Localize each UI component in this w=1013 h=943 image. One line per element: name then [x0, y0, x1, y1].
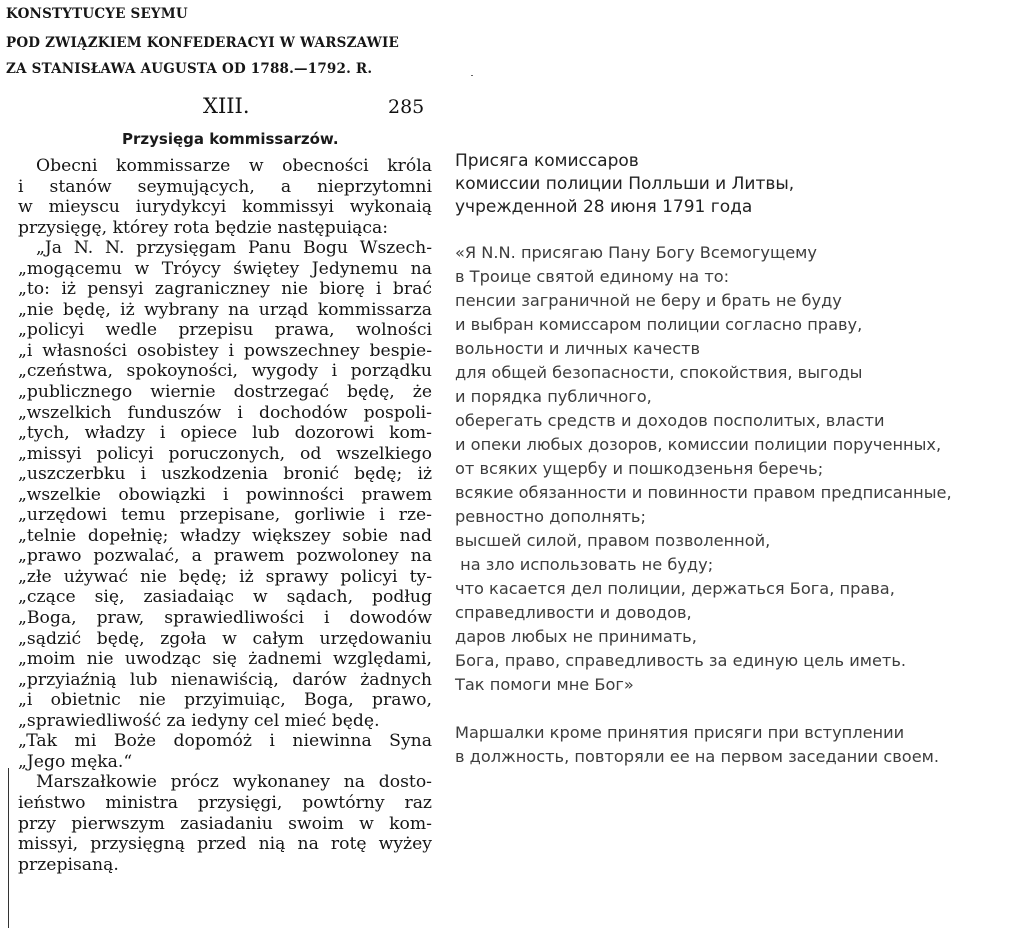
section-number: XIII.	[203, 94, 250, 118]
oath-line: ревностно дополнять;	[455, 507, 646, 526]
translation-panel	[455, 150, 1007, 769]
body-line: „prawo pozwalać, a prawem pozwoloney na	[18, 546, 432, 567]
oath-line: в Троице святой единому на то:	[455, 267, 730, 286]
body-line: „missyi policyi poruczonych, od wszelkiego	[18, 443, 432, 464]
oath-line: вольности и личных качеств	[455, 339, 701, 358]
oath-line: справедливости и доводов,	[455, 603, 692, 622]
body-line: „urzędowi temu przepisane, gorliwie i rze-	[18, 505, 432, 526]
scanned-page	[0, 0, 440, 943]
translation-note	[455, 721, 1007, 769]
translation-title-line: комиссии полиции Полльши и Литвы,	[455, 174, 795, 194]
scan-speck	[471, 75, 473, 76]
oath-line: и порядка публичного,	[455, 387, 652, 406]
body-line: missyi, przysięgną przed nią na rotę wyżey	[18, 834, 432, 855]
oath-line: Так помоги мне Бог»	[455, 675, 634, 694]
translation-title	[455, 150, 1007, 219]
oath-line: Бога, право, справедливость за единую цель иметь.	[455, 651, 907, 670]
body-line: „to: iż pensyi zagraniczney nie biorę i brać	[18, 279, 432, 300]
body-line: „telnie dopełnię; władzy większey sobie nad	[18, 525, 432, 546]
oath-line: на зло использовать не буду;	[455, 555, 714, 574]
body-line: „czące się, zasiadaiąc w sądach, podług	[18, 587, 432, 608]
body-line: „policyi wedle przepisu prawa, wolności	[18, 320, 432, 341]
document-title: Przysięga kommissarzów.	[122, 130, 339, 148]
body-line: „Tak mi Boże dopomóż i niewinna Syna	[18, 731, 432, 752]
oath-line: что касается дел полиции, держаться Бога, права,	[455, 579, 895, 598]
translation-title-line: Присяга комиссаров	[455, 151, 639, 171]
page-number: 285	[388, 96, 425, 118]
body-line: „wszelkich funduszów i dochodów pospoli-	[18, 402, 432, 423]
body-line: przy pierwszym zasiadaniu swoim w kom-	[18, 813, 432, 834]
body-line: przepisaną.	[18, 854, 119, 875]
margin-rule	[8, 768, 9, 928]
body-line: ieństwo ministra przysięgi, powtórny raz	[18, 792, 432, 813]
oath-line: и опеки любых дозоров, комиссии полиции порученных,	[455, 435, 942, 454]
body-line: w mieyscu iurydykcyi kommissyi wykonaią	[18, 197, 432, 218]
oath-line: от всяких ущербу и пошкодзеньня беречь;	[455, 459, 824, 478]
oath-line: даров любых не принимать,	[455, 627, 697, 646]
oath-line: для общей безопасности, спокойствия, выгоды	[455, 363, 863, 382]
oath-line: и выбран комиссаром полиции согласно праву,	[455, 315, 863, 334]
body-line: „i własności osobistey i powszechney bespie-	[18, 340, 432, 361]
body-line: „i obietnic nie przyimuiąc, Boga, prawo,	[18, 690, 432, 711]
running-header-line-2: POD ZWIĄZKIEM KONFEDERACYI W WARSZAWIE	[6, 35, 400, 51]
running-header-line-3: ZA STANISŁAWA AUGUSTA OD 1788.—1792. R.	[6, 61, 373, 77]
oath-line: оберегать средств и доходов посполитых, власти	[455, 411, 885, 430]
oath-line: высшей силой, правом позволенной,	[455, 531, 771, 550]
oath-line: всякие обязанности и повинности правом предписанные,	[455, 483, 952, 502]
note-line: Маршалки кроме принятия присяги при вступлении	[455, 723, 905, 742]
body-line: „mogącemu w Tróycy świętey Jedynemu na	[18, 258, 432, 279]
body-line: „wszelkie obowiązki i powinności prawem	[18, 484, 432, 505]
body-line: „przyiaźnią lub nienawiścią, darów żadnych	[18, 669, 432, 690]
body-line: „Boga, praw, sprawiedliwości i dowodów	[18, 608, 432, 629]
body-line: „uszczerbku i uszkodzenia bronić będę; iż	[18, 464, 432, 485]
running-header-line-1: KONSTYTUCYE SEYMU	[6, 6, 188, 22]
scan-body-text	[18, 156, 432, 875]
body-line: przysięgę, którey rota będzie następuiąca:	[18, 217, 389, 238]
body-line: Marszałkowie prócz wykonaney na dosto-	[36, 772, 432, 793]
body-line: „tych, władzy i opiece lub dozorowi kom-	[18, 423, 432, 444]
body-line: „sądzić będę, zgoła w całym urzędowaniu	[18, 628, 432, 649]
translation-oath	[455, 241, 1007, 697]
body-line: Obecni kommissarze w obecności króla	[36, 156, 432, 176]
note-line: в должность, повторяли ее на первом заседании своем.	[455, 747, 940, 766]
body-line: „złe używać nie będę; iż sprawy policyi ty-	[18, 566, 432, 587]
body-line: „Ja N. N. przysięgam Panu Bogu Wszech-	[36, 238, 432, 259]
body-line: i stanów seymujących, a nieprzytomni	[18, 176, 432, 197]
body-line: „sprawiedliwość za iedyny cel mieć będę.	[18, 710, 380, 731]
translation-title-line: учрежденной 28 июня 1791 года	[455, 197, 753, 217]
oath-line: пенсии заграничной не беру и брать не буду	[455, 291, 842, 310]
body-line: „moim nie uwodząc się żadnemi względami,	[18, 649, 432, 670]
oath-line: «Я N.N. присягаю Пану Богу Всемогущему	[455, 243, 817, 262]
body-line: „nie będę, iż wybrany na urząd kommissarza	[18, 299, 432, 320]
body-line: „publicznego wiernie dostrzegać będę, że	[18, 382, 432, 403]
body-line: „czeństwa, spokoyności, wygody i porządku	[18, 361, 432, 382]
body-line: „Jego męka.“	[18, 751, 133, 772]
